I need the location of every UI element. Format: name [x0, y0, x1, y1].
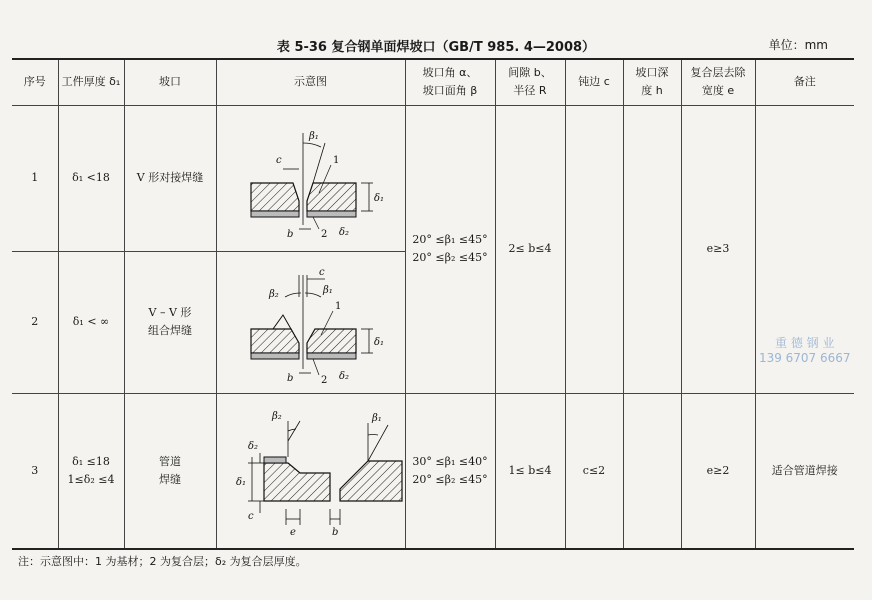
table-row	[12, 105, 854, 251]
row2-groove-line1: V – V 形	[148, 306, 192, 319]
header-depth-line1: 坡口深	[635, 66, 669, 80]
row3-angle-line2: 20° ≤β₂ ≤45°	[412, 472, 488, 486]
header-gap-line1: 间隙 b、	[508, 66, 552, 80]
header-row	[12, 59, 854, 105]
row2-thickness: δ₁ < ∞	[58, 251, 124, 393]
row3-groove-line2: 焊缝	[159, 472, 181, 486]
diagram3-label-beta1: β₁	[371, 412, 382, 424]
row3-thickness-line2: 1≤δ₂ ≤4	[67, 472, 115, 486]
row1-seq: 1	[12, 105, 58, 251]
row3-thickness-line1: δ₁ ≤18	[72, 454, 110, 468]
diagram3-label-delta1: δ₁	[235, 476, 246, 488]
row3-clad: e≥2	[681, 393, 755, 549]
diagram2-label-delta1: δ₁	[373, 337, 384, 348]
row3-seq: 3	[12, 393, 58, 549]
diagram2-label-beta2: β₂	[268, 289, 279, 300]
row3-root-face: c≤2	[565, 393, 623, 549]
row3-remarks	[755, 335, 854, 549]
diagram3-label-e: e	[289, 526, 296, 538]
row1-diagram	[216, 105, 405, 251]
header-gap-line2: 半径 R	[513, 84, 547, 98]
table-title: 表 5-36 复合钢单面焊坡口（GB/T 985. 4—2008）	[276, 40, 596, 55]
table-row	[12, 393, 854, 549]
diagram2-label-beta1: β₁	[322, 285, 333, 296]
diagram-label-1: 1	[332, 155, 339, 166]
rows12-angle-line1: 20° ≤β₁ ≤45°	[412, 233, 488, 246]
rows12-clad: e≥3	[681, 105, 755, 393]
diagram3-label-b: b	[331, 526, 338, 538]
row3-angle	[405, 393, 495, 549]
header-diagram: 示意图	[216, 59, 405, 105]
diagram3-label-beta2: β₂	[271, 410, 282, 422]
pipe-weld-diagram	[218, 401, 404, 541]
rows12-angle	[405, 105, 495, 393]
diagram2-label-b: b	[286, 373, 293, 384]
diagram-label-c: c	[275, 155, 282, 166]
watermark-line2: 139 6707 6667	[758, 350, 851, 365]
header-thickness: 工件厚度 δ₁	[58, 59, 124, 105]
diagram2-label-c: c	[318, 267, 325, 278]
header-gap	[495, 59, 565, 105]
rows12-gap: 2≤ b≤4	[495, 105, 565, 393]
rows12-root-face	[565, 105, 623, 393]
header-root-face: 钝边 c	[565, 59, 623, 105]
row2-diagram	[216, 251, 405, 393]
diagram-label-2: 2	[320, 229, 327, 240]
rows12-depth	[623, 105, 681, 393]
header-clad	[681, 59, 755, 105]
diagram-label-delta1: δ₁	[373, 193, 384, 204]
row2-groove	[124, 251, 216, 393]
header-angle	[405, 59, 495, 105]
row3-groove-line1: 管道	[159, 454, 181, 468]
watermark	[756, 336, 855, 366]
diagram-label-delta2: δ₂	[338, 227, 349, 238]
diagram-label-beta1: β₁	[308, 131, 319, 142]
groove-table	[12, 58, 854, 550]
footnote: 注：示意图中：1 为基材；2 为复合层；δ₂ 为复合层厚度。	[18, 555, 307, 568]
unit-label: 单位：mm	[768, 38, 828, 52]
header-angle-line1: 坡口角 α、	[422, 66, 478, 80]
v-butt-weld-diagram	[221, 113, 401, 243]
row3-gap: 1≤ b≤4	[495, 393, 565, 549]
rows12-angle-line2: 20° ≤β₂ ≤45°	[412, 251, 488, 264]
row2-seq: 2	[12, 251, 58, 393]
header-angle-line2: 坡口面角 β	[422, 84, 478, 98]
row1-thickness: δ₁ <18	[58, 105, 124, 251]
diagram2-label-delta2: δ₂	[338, 371, 349, 382]
row3-depth	[623, 393, 681, 549]
row3-angle-line1: 30° ≤β₁ ≤40°	[412, 454, 488, 468]
diagram3-label-delta2: δ₂	[247, 440, 258, 452]
header-depth-line2: 度 h	[641, 84, 663, 98]
row3-diagram	[216, 393, 405, 549]
diagram2-label-2: 2	[320, 375, 327, 386]
row3-thickness	[58, 393, 124, 549]
diagram-label-b: b	[286, 229, 293, 240]
row3-remarks-text: 适合管道焊接	[771, 463, 838, 477]
header-remarks: 备注	[755, 59, 854, 105]
header-groove: 坡口	[124, 59, 216, 105]
header-seq: 序号	[12, 59, 58, 105]
header-clad-line2: 宽度 e	[701, 84, 735, 98]
watermark-line1: 重 德 钢 业	[775, 335, 835, 350]
header-clad-line1: 复合层去除	[690, 66, 746, 80]
v-v-combined-weld-diagram	[221, 257, 401, 387]
diagram3-label-c: c	[247, 510, 254, 522]
diagram2-label-1: 1	[334, 301, 341, 312]
row1-groove: V 形对接焊缝	[124, 105, 216, 251]
row2-groove-line2: 组合焊缝	[148, 324, 192, 337]
row3-groove	[124, 393, 216, 549]
header-depth	[623, 59, 681, 105]
